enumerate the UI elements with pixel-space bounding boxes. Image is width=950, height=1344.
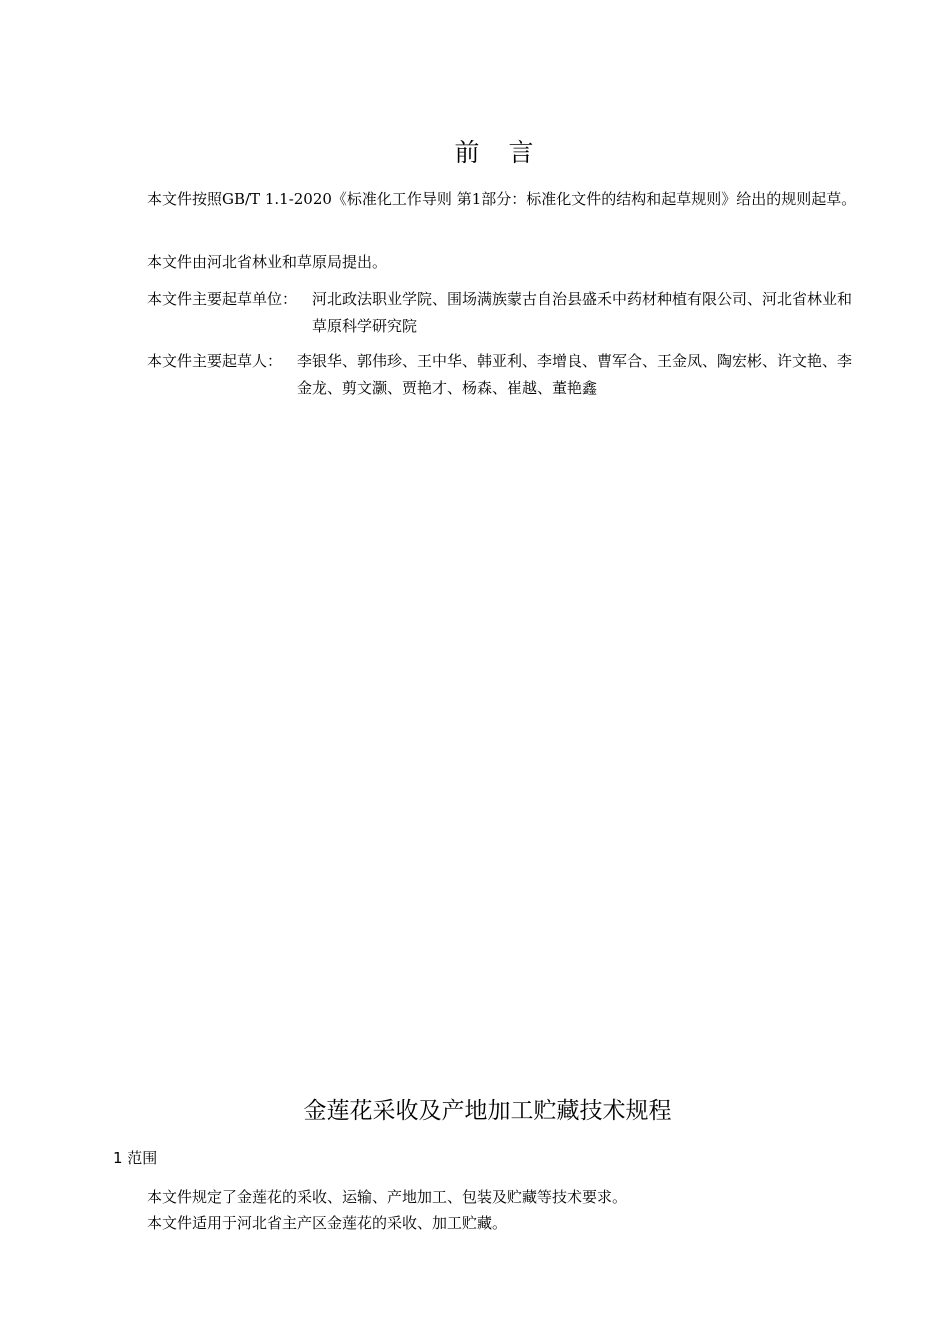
drafting-units-value: 河北政法职业学院、围场满族蒙古自治县盛禾中药材种植有限公司、河北省林业和草原科学研究院	[312, 290, 853, 335]
foreword-paragraph-drafting-rules: 本文件按照GB/T 1.1-2020《标准化工作导则 第1部分：标准化文件的结构和起草规则》给出的规则起草。	[147, 190, 857, 208]
scope-line-1: 本文件规定了金莲花的采收、运输、产地加工、包装及贮藏等技术要求。	[147, 1188, 628, 1206]
drafters-value: 李银华、郭伟珍、王中华、韩亚利、李增良、曹军合、王金凤、陶宏彬、许文艳、李金龙、剪文灏、贾艳才、杨森、崔越、董艳鑫	[297, 352, 853, 397]
document-title: 金莲花采收及产地加工贮藏技术规程	[303, 1098, 672, 1124]
drafters-label: 本文件主要起草人：	[147, 352, 283, 370]
drafting-units-label: 本文件主要起草单位：	[147, 290, 298, 308]
drafters	[147, 348, 859, 402]
drafting-units	[147, 286, 859, 340]
section-heading-scope: 1 范围	[113, 1149, 158, 1167]
scope-line-2: 本文件适用于河北省主产区金莲花的采收、加工贮藏。	[147, 1214, 508, 1232]
foreword-paragraph-proposer: 本文件由河北省林业和草原局提出。	[147, 253, 388, 271]
foreword-title: 前 言	[454, 138, 536, 167]
